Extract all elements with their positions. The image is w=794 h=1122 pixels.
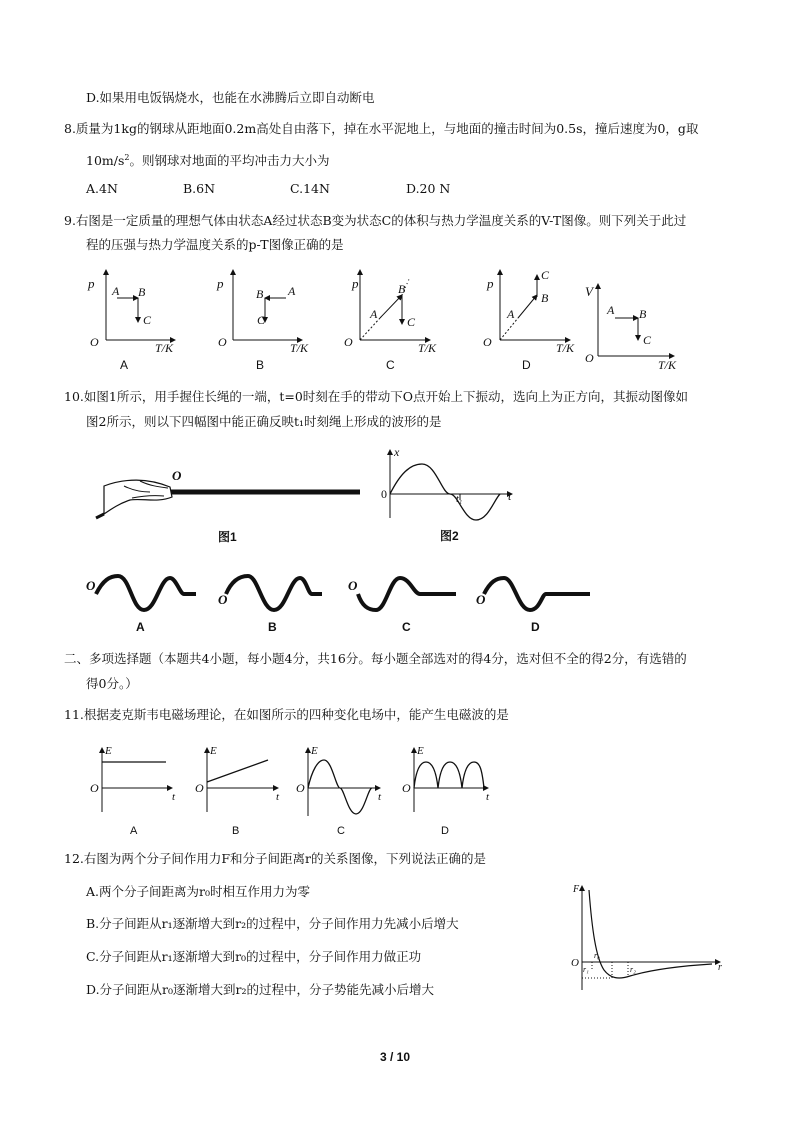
q11-label-a: A: [130, 825, 138, 837]
svg-text:r₀: r₀: [594, 951, 600, 960]
svg-text:A: A: [112, 284, 120, 298]
section2-line2: 得0分。）: [86, 676, 138, 691]
svg-text:O: O: [218, 335, 227, 349]
svg-text:p: p: [487, 276, 494, 291]
svg-text:O: O: [172, 468, 182, 483]
svg-text:E: E: [105, 745, 112, 757]
svg-text:O: O: [476, 592, 486, 607]
svg-text:E: E: [311, 745, 318, 757]
q8-option-c: C.14N: [290, 181, 330, 196]
svg-text:p: p: [217, 276, 224, 291]
q9-label-b: B: [256, 358, 265, 372]
svg-text:A: A: [370, 307, 378, 321]
q8-option-a: A.4N: [86, 181, 118, 196]
q10-label-b: B: [268, 620, 277, 634]
svg-text:C: C: [257, 313, 266, 327]
svg-text:r₁: r₁: [583, 965, 589, 974]
svg-text:O: O: [296, 781, 305, 795]
q10-label-c: C: [402, 620, 411, 634]
svg-text:p: p: [88, 276, 95, 291]
q9-label-a: A: [120, 358, 129, 372]
svg-text:A: A: [507, 307, 515, 321]
svg-text:C: C: [143, 313, 152, 327]
q9-label-c: C: [386, 358, 395, 372]
svg-text:B: B: [256, 287, 264, 301]
svg-text:O: O: [86, 578, 96, 593]
svg-text:T/K: T/K: [290, 341, 309, 355]
svg-text:T/K: T/K: [155, 341, 174, 355]
section2-line1: 二、多项选择题（本题共4小题，每小题4分，共16分。每小题全部选对的得4分，选对但不全的得2分，有选错的: [64, 651, 687, 666]
svg-text:0: 0: [381, 487, 387, 501]
q11-label-d: D: [441, 825, 449, 837]
svg-text:t₁: t₁: [456, 494, 463, 505]
q10-stem-line2: 图2所示，则以下四幅图中能正确反映t₁时刻绳上形成的波形的是: [86, 414, 442, 429]
svg-text:O: O: [218, 592, 228, 607]
svg-text:t: t: [172, 791, 176, 803]
q10-label-a: A: [136, 620, 145, 634]
q12-stem: 12.右图为两个分子间作用力F和分子间距离r的关系图像，下列说法正确的是: [64, 851, 487, 866]
q10-label-d: D: [531, 620, 540, 634]
svg-text:B: B: [541, 291, 549, 305]
svg-text:T/K: T/K: [658, 358, 677, 372]
q10-fig2-caption: 图2: [440, 529, 459, 543]
svg-text:O: O: [483, 335, 492, 349]
svg-text:t: t: [276, 791, 280, 803]
svg-text:V: V: [585, 284, 593, 299]
svg-text:t: t: [486, 791, 490, 803]
svg-text:A: A: [607, 303, 615, 317]
svg-text:t: t: [508, 489, 512, 503]
svg-text:O: O: [348, 578, 358, 593]
q8-option-b: B.6N: [183, 181, 216, 196]
q12-option-b: B.分子间距从r₁逐渐增大到r₂的过程中，分子间作用力先减小后增大: [86, 916, 459, 931]
q9-label-d: D: [522, 358, 531, 372]
svg-text:T/K: T/K: [556, 341, 575, 355]
svg-text:B: B: [398, 282, 406, 296]
q9-stem-line2: 程的压强与热力学温度关系的p-T图像正确的是: [86, 237, 344, 252]
page-number: 3 / 10: [380, 1050, 411, 1064]
svg-text:T/K: T/K: [418, 341, 437, 355]
q12-option-c: C.分子间距从r₁逐渐增大到r₀的过程中，分子间作用力做正功: [86, 949, 422, 964]
svg-text:O: O: [585, 351, 594, 365]
q10-fig1-caption: 图1: [218, 530, 237, 544]
svg-text:B: B: [639, 307, 647, 321]
q11-label-c: C: [337, 825, 345, 837]
q8-stem-line2: $10m/s^2$。则钢球对地面的平均冲击力大小为: [86, 153, 330, 169]
q12-option-a: A.两个分子间距离为r₀时相互作用力为零: [86, 884, 310, 899]
svg-text:O: O: [195, 781, 204, 795]
q12-option-d: D.分子间距从r₀逐渐增大到r₂的过程中，分子势能先减小后增大: [86, 982, 435, 997]
svg-text:t: t: [378, 791, 382, 803]
svg-text:E: E: [417, 745, 424, 757]
svg-text:p: p: [352, 276, 359, 291]
svg-text:x: x: [394, 445, 400, 459]
svg-text:O: O: [402, 781, 411, 795]
svg-text:C: C: [407, 315, 416, 329]
q9-stem-line1: 9.右图是一定质量的理想气体由状态A经过状态B变为状态C的体积与热力学温度关系的V-T图像。则下列关于此过: [64, 213, 687, 228]
q8-stem-line1: 8.质量为1kg的钢球从距地面0.2m高处自由落下，掉在水平泥地上，与地面的撞击时间为0.5s，撞后速度为0，g取: [64, 121, 699, 136]
svg-text:O: O: [344, 335, 353, 349]
svg-text:C: C: [643, 333, 652, 347]
q7-option-d: D.如果用电饭锅烧水，也能在水沸腾后立即自动断电: [86, 90, 375, 105]
svg-text:r: r: [718, 962, 722, 973]
svg-text:F: F: [573, 884, 580, 895]
q8-option-d: D.20 N: [406, 181, 451, 196]
svg-text:r₂: r₂: [630, 965, 636, 974]
q11-stem: 11.根据麦克斯韦电磁场理论，在如图所示的四种变化电场中，能产生电磁波的是: [64, 707, 509, 722]
svg-text:E: E: [210, 745, 217, 757]
q10-stem-line1: 10.如图1所示，用手握住长绳的一端，t=0时刻在手的带动下O点开始上下振动，选向上为正方向，其振动图像如: [64, 389, 689, 404]
q11-label-b: B: [232, 825, 240, 837]
svg-text:O: O: [90, 781, 99, 795]
svg-text:C: C: [541, 268, 550, 282]
svg-text:O: O: [571, 957, 579, 969]
svg-text:O: O: [90, 335, 99, 349]
svg-text:A: A: [288, 284, 296, 298]
svg-text:B: B: [138, 285, 146, 299]
